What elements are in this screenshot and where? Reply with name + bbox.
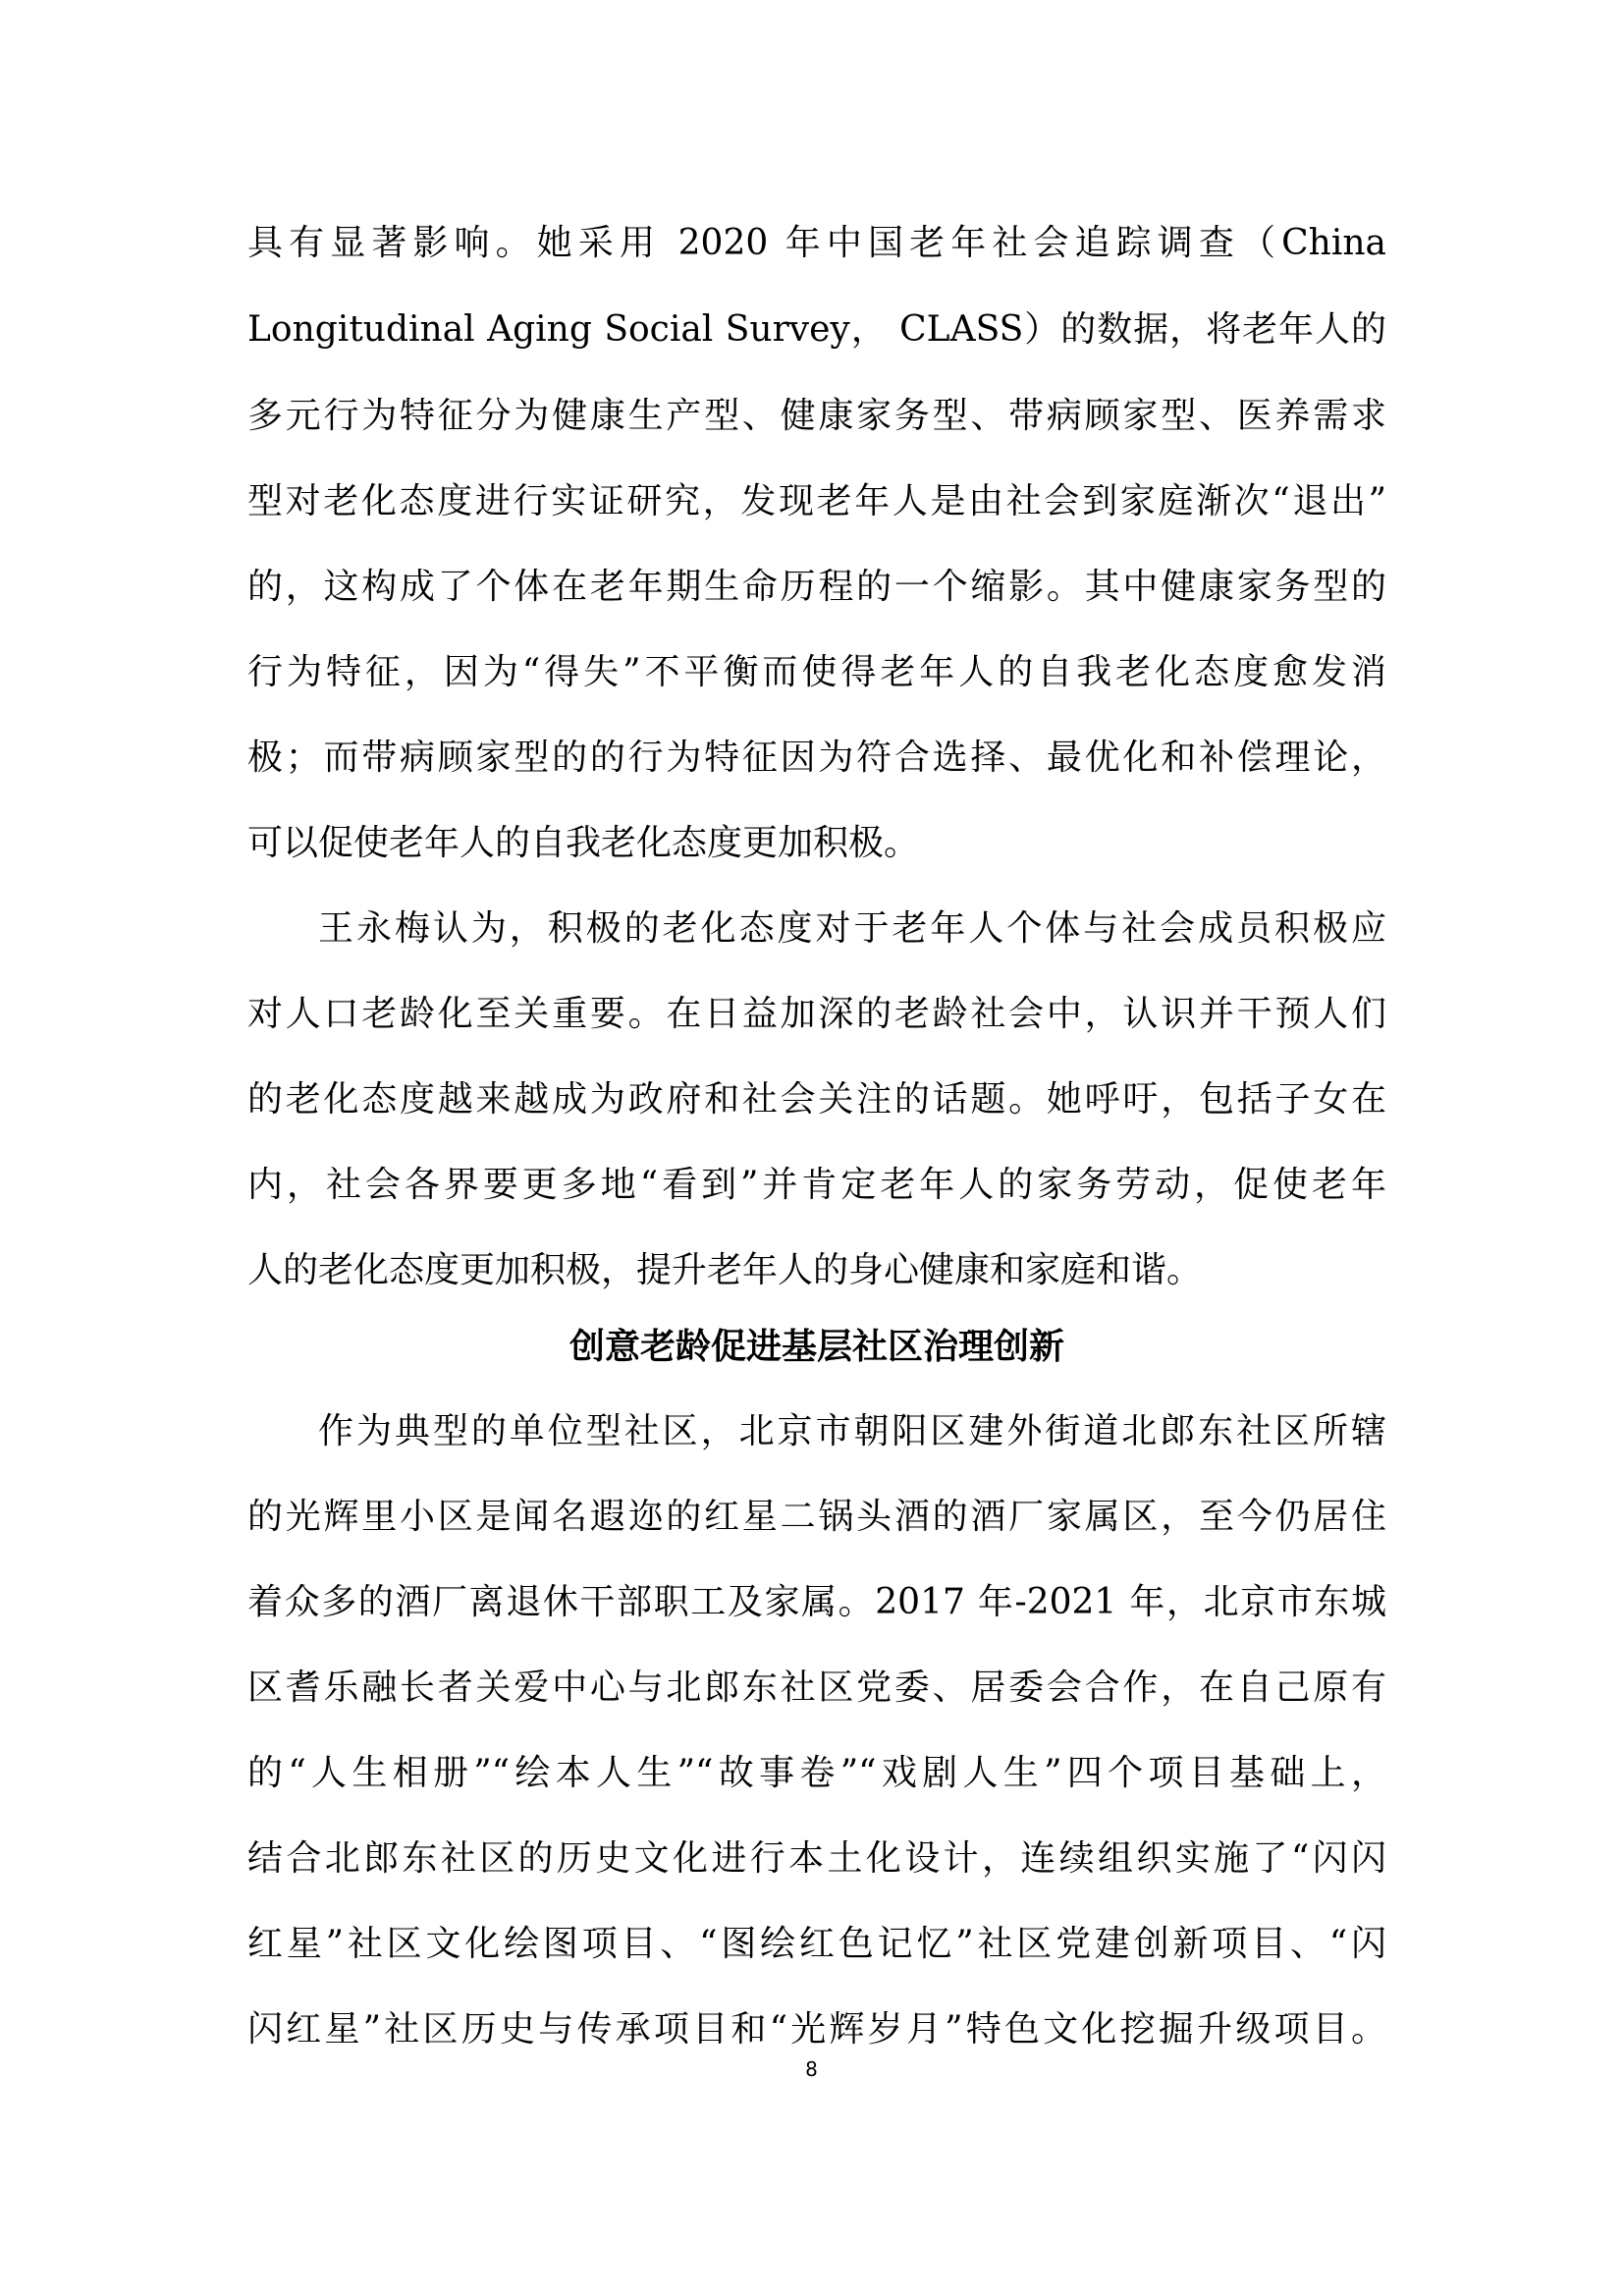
paragraph-1-line-6: 行为特征，因为“得失”不平衡而使得老年人的自我老化态度愈发消	[247, 652, 1386, 692]
paragraph-3-line-4: 区耆乐融长者关爱中心与北郎东社区党委、居委会合作，在自己原有	[247, 1667, 1386, 1708]
paragraph-1-line-1: 具有显著影响。她采用 2020 年中国老年社会追踪调查（China	[247, 223, 1386, 263]
paragraph-2-line-3: 的老化态度越来越成为政府和社会关注的话题。她呼吁，包括子女在	[247, 1079, 1386, 1120]
paragraph-1-line-3: 多元行为特征分为健康生产型、健康家务型、带病顾家型、医养需求	[247, 396, 1386, 436]
paragraph-2-line-1: 王永梅认为，积极的老化态度对于老年人个体与社会成员积极应	[318, 908, 1386, 949]
paragraph-3-line-8: 闪红星”社区历史与传承项目和“光辉岁月”特色文化挖掘升级项目。	[247, 2009, 1386, 2050]
paragraph-2-line-5: 人的老化态度更加积极，提升老年人的身心健康和家庭和谐。	[247, 1250, 1203, 1290]
paragraph-3-line-3: 着众多的酒厂离退休干部职工及家属。2017 年-2021 年，北京市东城	[247, 1582, 1386, 1622]
paragraph-3-line-7: 红星”社区文化绘图项目、“图绘红色记忆”社区党建创新项目、“闪	[247, 1924, 1386, 1964]
paragraph-3-line-1: 作为典型的单位型社区，北京市朝阳区建外街道北郎东社区所辖	[318, 1411, 1386, 1451]
paragraph-1-line-2: Longitudinal Aging Social Survey， CLASS）的数据，将老年人的	[247, 309, 1386, 350]
paragraph-3-line-5: 的“人生相册”“绘本人生”“故事卷”“戏剧人生”四个项目基础上，	[247, 1753, 1386, 1793]
paragraph-1-line-7: 极；而带病顾家型的的行为特征因为符合选择、最优化和补偿理论，	[247, 738, 1386, 778]
section-heading: 创意老龄促进基层社区治理创新	[568, 1326, 1064, 1367]
page-number: 8	[805, 2057, 818, 2081]
paragraph-3-line-2: 的光辉里小区是闻名遐迩的红星二锅头酒的酒厂家属区，至今仍居住	[247, 1497, 1386, 1537]
paragraph-1-line-8: 可以促使老年人的自我老化态度更加积极。	[247, 823, 920, 863]
paragraph-1-line-4: 型对老化态度进行实证研究，发现老年人是由社会到家庭渐次“退出”	[247, 481, 1386, 521]
paragraph-2-line-4: 内，社会各界要更多地“看到”并肯定老年人的家务劳动，促使老年	[247, 1165, 1386, 1205]
paragraph-3-line-6: 结合北郎东社区的历史文化进行本土化设计，连续组织实施了“闪闪	[247, 1838, 1386, 1879]
paragraph-1-line-5: 的，这构成了个体在老年期生命历程的一个缩影。其中健康家务型的	[247, 567, 1386, 607]
paragraph-2-line-2: 对人口老龄化至关重要。在日益加深的老龄社会中，认识并干预人们	[247, 994, 1386, 1034]
